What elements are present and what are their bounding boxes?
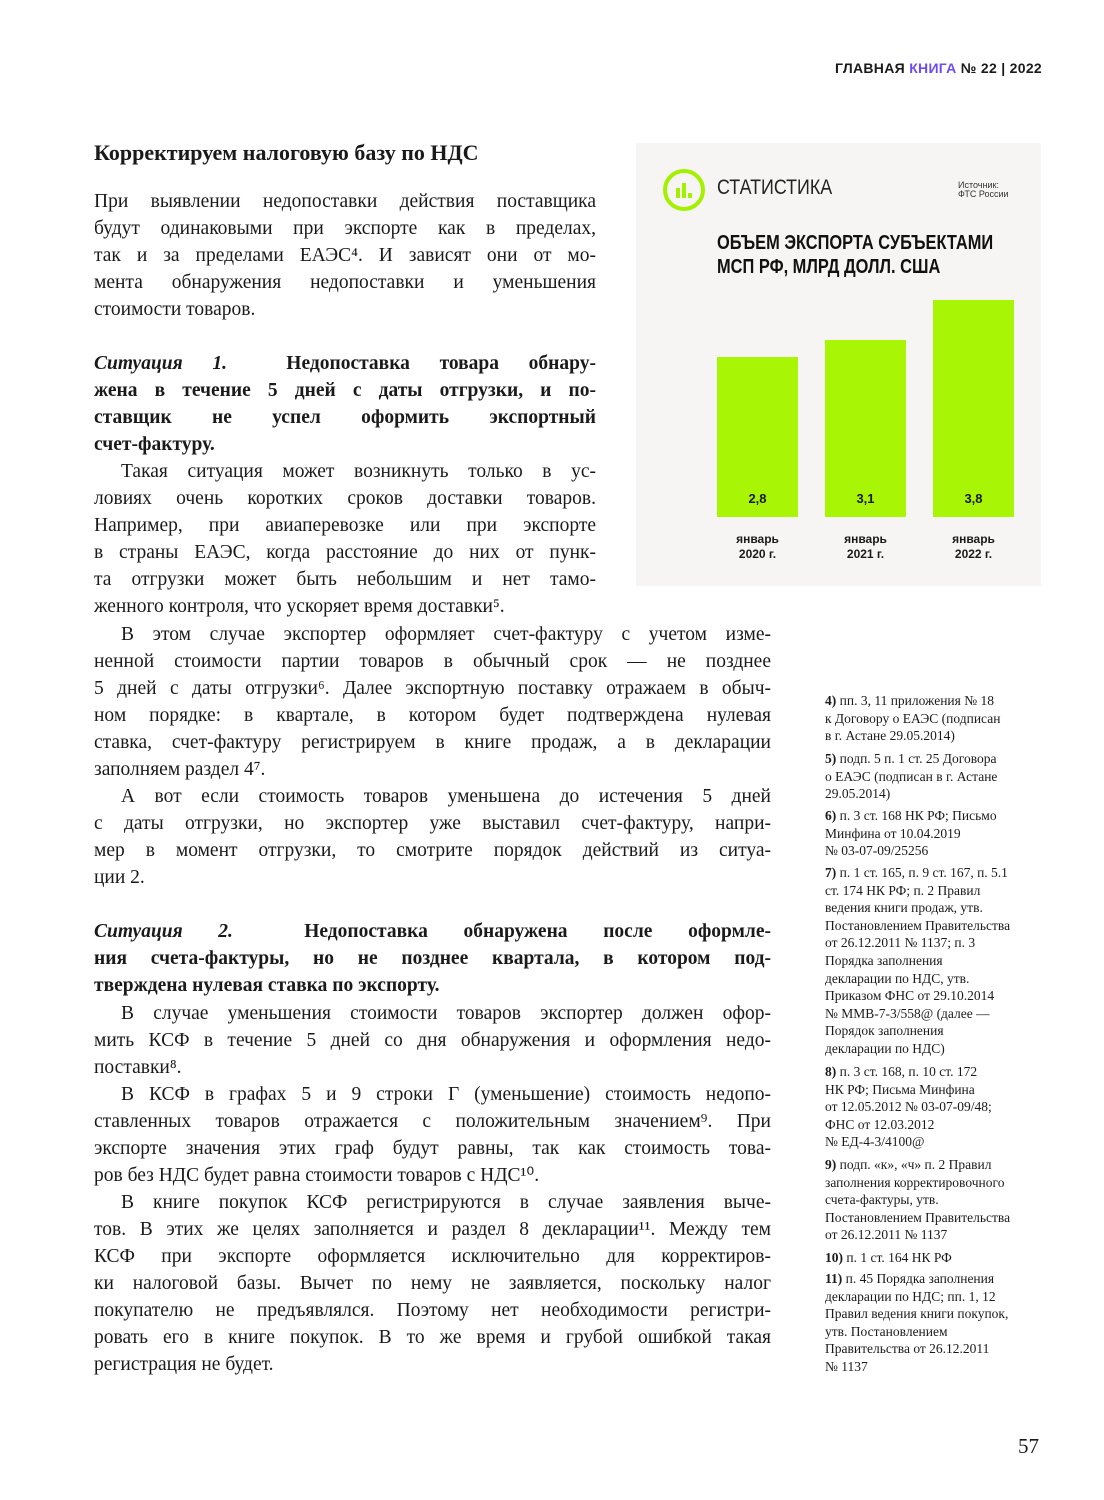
text-line: 5 дней с даты отгрузки⁶. Далее экспортную поставку отражаем в обыч-: [94, 678, 771, 699]
footnote: [825, 864, 1050, 1058]
footnote-text: п. 1 ст. 165, п. 9 ст. 167, п. 5.1: [839, 865, 1008, 880]
footnote: [825, 1063, 1050, 1151]
footnote-line: [825, 1156, 1050, 1174]
heading-line: ставщик не успел оформить экспортный: [94, 407, 596, 428]
footnote: [825, 1249, 1050, 1267]
footnote-line: [825, 1270, 1050, 1288]
footnote-line: Постановлением Правительства: [825, 1209, 1011, 1225]
text-line: КСФ при экспорте оформляется исключительно для корректиров-: [94, 1246, 771, 1267]
text-line: ров без НДС будет равна стоимости товаров с НДС¹⁰.: [94, 1165, 540, 1186]
footnote-number: 6): [825, 808, 837, 823]
category-label: [825, 532, 906, 562]
footnote-line: [825, 807, 1050, 825]
footnote-line: декларации по НДС, утв.: [825, 970, 970, 986]
footnote-line: Порядок заполнения: [825, 1023, 944, 1039]
category-label-line: январь: [952, 532, 995, 546]
footnote-text: подп. 5 п. 1 ст. 25 Договора: [839, 751, 997, 766]
situation-heading: [94, 918, 771, 999]
bar-value-label: 3,8: [964, 491, 983, 506]
text-line: В книге покупок КСФ регистрируются в случае заявления выче-: [121, 1192, 771, 1213]
article-title: Корректируем налоговую базу по НДС: [94, 140, 479, 165]
footnote-line: [825, 1249, 1050, 1267]
text-line: мить КСФ в течение 5 дней со дня обнаружения и оформления недо-: [94, 1030, 771, 1051]
footnote-line: счета-фактуры, утв.: [825, 1192, 939, 1208]
footnote-line: [825, 1063, 1050, 1081]
footnote: [825, 1270, 1050, 1376]
chart-title-line: МСП РФ, МЛРД ДОЛЛ. США: [717, 256, 941, 278]
footnote-number: 9): [825, 1157, 837, 1172]
text-line: стоимости товаров.: [94, 299, 256, 320]
footnote-line: ведения книги продаж, утв.: [825, 900, 983, 916]
paragraph: [94, 1081, 771, 1189]
heading-line: ния счета-фактуры, но не позднее квартала, в котором под-: [94, 948, 771, 969]
footnote-line: Правительства от 26.12.2011: [825, 1341, 990, 1357]
source-value: ФТС России: [958, 189, 1009, 199]
text-line: та отгрузки может быть небольшим и нет тамо-: [94, 569, 596, 590]
footnote-number: 7): [825, 865, 837, 880]
text-line: ровать его в книге покупок. В то же время и грубой ошибкой такая: [94, 1327, 771, 1348]
paragraph: [94, 783, 771, 891]
footnote: [825, 692, 1050, 745]
text-line: женного контроля, что ускоряет время доставки⁵.: [94, 596, 505, 617]
text-line: так и за пределами ЕАЭС⁴. И зависят они от мо-: [94, 245, 596, 266]
footnote-number: 8): [825, 1064, 837, 1079]
footnote-line: 29.05.2014): [825, 786, 891, 802]
paragraph: [94, 458, 596, 620]
text-line: с даты отгрузки, но экспортер уже выставил счет-фактуру, напри-: [94, 813, 771, 834]
text-line: Например, при авиаперевозке или при экспорте: [94, 515, 596, 536]
footnote-number: 11): [825, 1271, 843, 1286]
source-note: [958, 181, 1009, 199]
footnote-line: о ЕАЭС (подписан в г. Астане: [825, 768, 998, 784]
footnote: [825, 750, 1050, 803]
page-number: 57: [1018, 1434, 1039, 1458]
category-label-line: январь: [844, 532, 887, 546]
heading-line: [94, 350, 596, 377]
text-line: регистрация не будет.: [94, 1354, 274, 1375]
text-line: поставки⁸.: [94, 1057, 182, 1078]
footnote-number: 5): [825, 751, 837, 766]
footnote-line: Порядка заполнения: [825, 952, 943, 968]
text-line: мента обнаружения недопоставки и уменьшения: [94, 272, 596, 293]
footnote-line: в г. Астане 29.05.2014): [825, 728, 955, 744]
category-label: [933, 532, 1014, 562]
text-line: А вот если стоимость товаров уменьшена до истечения 5 дней: [121, 786, 771, 807]
text-line: В КСФ в графах 5 и 9 строки Г (уменьшение) стоимость недопо-: [121, 1084, 771, 1105]
situation-heading: [94, 350, 596, 458]
footnote-text: подп. «к», «ч» п. 2 Правил: [839, 1157, 992, 1172]
footnote-line: декларации по НДС): [825, 1040, 945, 1056]
footnote-line: декларации по НДС; пп. 1, 12: [825, 1288, 996, 1304]
text-line: мер в момент отгрузки, то смотрите порядок действий из ситуа-: [94, 840, 771, 861]
text-line: тов. В этих же целях заполняется и раздел 8 декларации¹¹. Между тем: [94, 1219, 771, 1240]
heading-line: счет-фактуру.: [94, 434, 215, 455]
category-label-line: январь: [736, 532, 779, 546]
paragraph: [94, 1000, 771, 1081]
bar-value-label: 2,8: [748, 491, 767, 506]
footnote-number: 10): [825, 1250, 843, 1265]
text-line: В этом случае экспортер оформляет счет-фактуру с учетом изме-: [121, 624, 771, 645]
footnote-line: от 26.12.2011 № 1137: [825, 1227, 948, 1243]
footnote: [825, 1156, 1050, 1244]
chart-title: [717, 231, 993, 279]
footnote-line: Правил ведения книги покупок,: [825, 1306, 1009, 1322]
footnote-text: п. 1 ст. 164 НК РФ: [846, 1250, 952, 1265]
footnote-line: Минфина от 10.04.2019: [825, 825, 961, 841]
footnote-text: п. 3 ст. 168, п. 10 ст. 172: [839, 1064, 978, 1079]
text-line: покупателю не предъявлялся. Поэтому нет необходимости регистри-: [94, 1300, 771, 1321]
text-line: ки налоговой базы. Вычет по нему не заявляется, поскольку налог: [94, 1273, 771, 1294]
heading-line: жена в течение 5 дней с даты отгрузки, и по-: [94, 380, 596, 401]
situation-label: Ситуация 2.: [94, 921, 233, 942]
footnote-line: ФНС от 12.03.2012: [825, 1116, 935, 1132]
footnote-line: [825, 692, 1050, 710]
footnote-line: ст. 174 НК РФ; п. 2 Правил: [825, 882, 981, 898]
footnote: [825, 807, 1050, 860]
source-label: Источник:: [958, 180, 999, 190]
bar: [933, 300, 1014, 517]
footnote-line: заполнения корректировочного: [825, 1174, 1005, 1190]
chart-title-line: ОБЪЕМ ЭКСПОРТА СУБЪЕКТАМИ: [717, 232, 994, 254]
text-line: экспорте значения этих граф будут равны, так как стоимость това-: [94, 1138, 771, 1159]
text-line: При выявлении недопоставки действия поставщика: [94, 191, 596, 212]
text-line: в страны ЕАЭС, когда расстояние до них от пунк-: [94, 542, 596, 563]
footnote-line: № 03-07-09/25256: [825, 843, 929, 859]
text-line: заполняем раздел 4⁷.: [94, 759, 266, 780]
footnote-number: 4): [825, 693, 837, 708]
footnote-line: Постановлением Правительства: [825, 917, 1011, 933]
header-title: ГЛАВНАЯ: [834, 60, 905, 76]
footnote-text: пп. 3, 11 приложения № 18: [839, 693, 994, 708]
text-line: ции 2.: [94, 867, 145, 888]
text-line: ставка, счет-фактуру регистрируем в книге продаж, а в декларации: [94, 732, 771, 753]
text-line: В случае уменьшения стоимости товаров экспортер должен офор-: [121, 1003, 771, 1024]
footnote-line: [825, 864, 1050, 882]
footnote-line: № ММВ-7-3/558@ (далее —: [825, 1005, 990, 1021]
footnote-line: НК РФ; Письма Минфина: [825, 1081, 975, 1097]
footnote-line: от 12.05.2012 № 03-07-09/48;: [825, 1099, 992, 1115]
footnote-line: № ЕД-4-3/4100@: [825, 1134, 925, 1150]
footnote-line: [825, 750, 1050, 768]
paragraph: [94, 1189, 771, 1378]
heading-text: Недопоставка обнаружена после оформле-: [304, 921, 771, 942]
footnote-line: от 26.12.2011 № 1137; п. 3: [825, 935, 976, 951]
footnote-text: п. 45 Порядка заполнения: [845, 1271, 995, 1286]
text-line: ненной стоимости партии товаров в обычный срок — не позднее: [94, 651, 771, 672]
heading-text: Недопоставка товара обнару-: [286, 353, 597, 374]
text-line: будут одинаковыми при экспорте как в пределах,: [94, 218, 596, 239]
footnote-line: к Договору о ЕАЭС (подписан: [825, 710, 1001, 726]
paragraph: [94, 621, 771, 783]
paragraph: [94, 188, 596, 323]
running-header: [835, 60, 1042, 76]
category-label-line: 2021 г.: [846, 547, 885, 561]
text-line: ловиях очень коротких сроков доставки товаров.: [94, 488, 596, 509]
footnote-line: № 1137: [825, 1358, 868, 1374]
heading-line: [94, 918, 771, 945]
situation-label: Ситуация 1.: [94, 353, 227, 374]
header-accent: КНИГА: [909, 60, 957, 76]
category-label: [717, 532, 798, 562]
footnote-line: утв. Постановлением: [825, 1323, 948, 1339]
bar-chart-icon: [663, 169, 705, 211]
category-label-line: 2022 г.: [954, 547, 993, 561]
footnote-text: п. 3 ст. 168 НК РФ; Письмо: [839, 808, 997, 823]
statistics-panel: [636, 143, 1041, 586]
text-line: ном порядке: в квартале, в котором будет подтверждена нулевая: [94, 705, 771, 726]
bar-value-label: 3,1: [856, 491, 875, 506]
footnote-line: Приказом ФНС от 29.10.2014: [825, 988, 995, 1004]
heading-line: тверждена нулевая ставка по экспорту.: [94, 975, 440, 996]
text-line: Такая ситуация может возникнуть только в ус-: [121, 461, 596, 482]
text-line: ставленных товаров отражается с положительным значением⁹. При: [94, 1111, 771, 1132]
header-issue: № 22 | 2022: [960, 60, 1042, 76]
statistics-heading: СТАТИСТИКА: [717, 176, 833, 199]
category-label-line: 2020 г.: [738, 547, 777, 561]
